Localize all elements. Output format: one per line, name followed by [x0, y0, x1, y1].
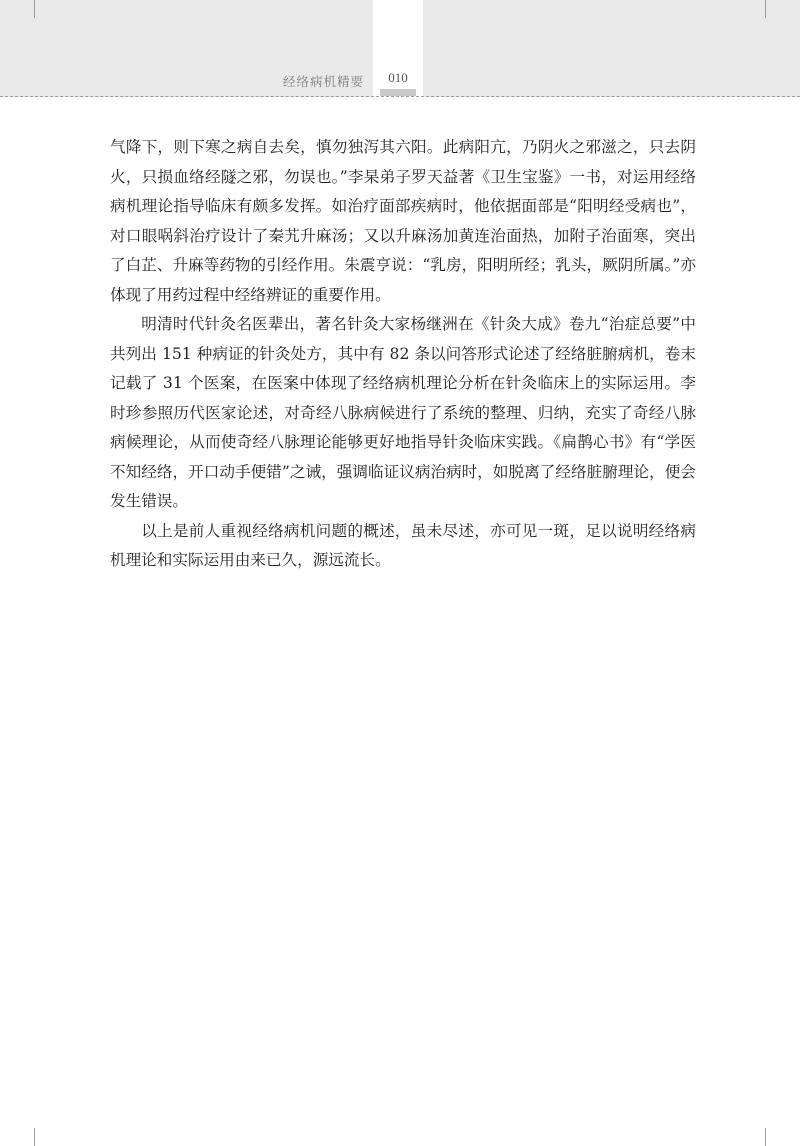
page-number-underline [380, 89, 416, 96]
header-divider [0, 96, 800, 97]
paragraph-summary: 以上是前人重视经络病机问题的概述，虽未尽述，亦可见一斑，足以说明经络病机理论和实际运用由来已久，源远流长。 [110, 521, 696, 569]
crop-mark [34, 0, 35, 18]
crop-mark [765, 1128, 766, 1146]
header-band-right [423, 0, 800, 97]
paragraph-continued: 气降下，则下寒之病自去矣，慎勿独泻其六阳。此病阳亢，乃阴火之邪滋之，只去阴火，只损血络经隧之邪，勿误也。”李杲弟子罗天益著《卫生宝鉴》一书，对运用经络病机理论指导临床有颇多发挥。如治疗面部疾病时，他依据面部是“阳明经受病也”，对口眼㖞斜治疗设计了秦艽升麻汤；又以升麻汤加黄连治面热，加附子治面寒，突出了白芷、升麻等药物的引经作用。朱震亨说：“乳房，阳明所经；乳头，厥阴所属。”亦体现了用药过程中经络辨证的重要作用。 [110, 138, 696, 304]
paragraph-ming-qing: 明清时代针灸名医辈出，著名针灸大家杨继洲在《针灸大成》卷九“治症总要”中共列出 151 种病证的针灸处方，其中有 82 条以问答形式论述了经络脏腑病机，卷末记载了 31 个医案，在医案中体现了经络病机理论分析在针灸临床上的实际运用。李时珍参照历代医家论述，对奇经八脉病候进行了系统的整理、归纳，充实了奇经八脉病候理论，从而使奇经八脉理论能够更好地指导针灸临床实践。《扁鹊心书》有“学医不知经络，开口动手便错”之诫，强调临证议病治病时，如脱离了经络脏腑理论，便会发生错误。 [110, 315, 696, 510]
crop-mark [34, 1128, 35, 1146]
running-title: 经络病机精要 [282, 74, 364, 89]
page-number: 010 [388, 70, 408, 85]
body-text [110, 133, 696, 576]
crop-mark [765, 0, 766, 18]
page-header [0, 0, 800, 97]
